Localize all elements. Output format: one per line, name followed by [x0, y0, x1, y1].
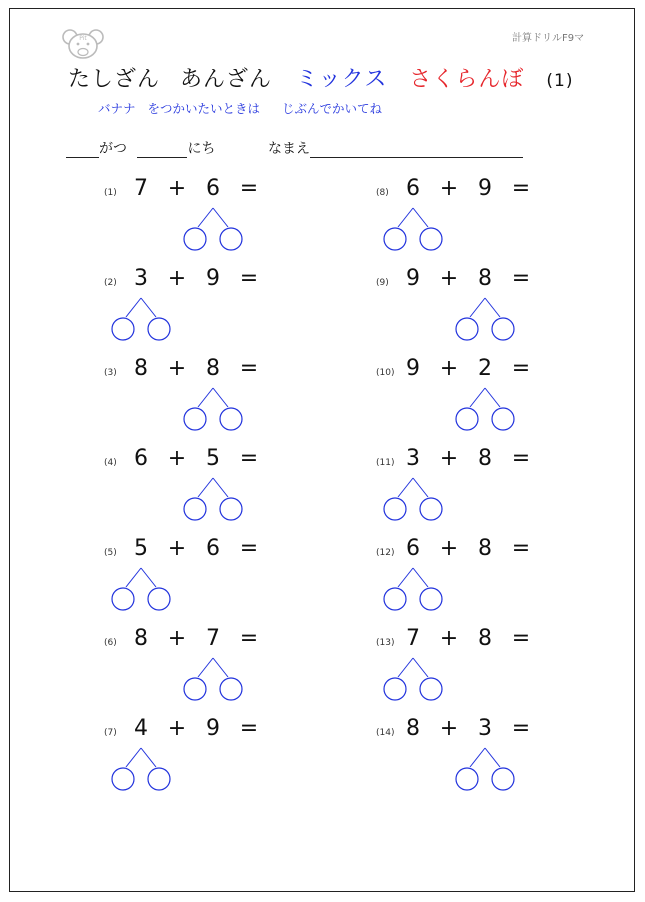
equals-sign: =: [511, 356, 531, 381]
plus-sign: +: [167, 536, 187, 561]
answer-circle-right[interactable]: [220, 408, 242, 430]
first-addend: 7: [134, 176, 148, 201]
first-addend: 6: [134, 446, 148, 471]
cherry-split-diagram: [104, 272, 284, 352]
equals-sign: =: [239, 446, 259, 471]
split-line-right: [485, 388, 500, 407]
problem-number: (9): [376, 278, 389, 288]
plus-sign: +: [167, 626, 187, 651]
split-line-right: [485, 748, 500, 767]
title-number: (1): [546, 71, 574, 91]
cherry-split-diagram: [104, 542, 284, 622]
second-addend: 7: [206, 626, 220, 651]
second-addend: 8: [478, 626, 492, 651]
first-addend: 8: [134, 626, 148, 651]
first-addend: 3: [406, 446, 420, 471]
problem-1: [104, 176, 284, 262]
problem-number: (10): [376, 368, 395, 378]
answer-circle-left[interactable]: [112, 318, 134, 340]
second-addend: 8: [478, 446, 492, 471]
split-line-left: [470, 298, 485, 317]
cherry-split-diagram: [104, 182, 284, 262]
equals-sign: =: [239, 356, 259, 381]
problem-3: [104, 356, 284, 442]
plus-sign: +: [439, 716, 459, 741]
plus-sign: +: [439, 266, 459, 291]
answer-circle-left[interactable]: [384, 498, 406, 520]
title-anzan: あんざん: [180, 67, 273, 92]
cherry-split-diagram: [104, 362, 284, 442]
split-line-left: [470, 748, 485, 767]
answer-circle-left[interactable]: [112, 588, 134, 610]
page-title: [68, 62, 573, 93]
equals-sign: =: [239, 536, 259, 561]
split-line-right: [141, 748, 156, 767]
answer-circle-left[interactable]: [384, 228, 406, 250]
problem-number: (14): [376, 728, 395, 738]
equals-sign: =: [239, 716, 259, 741]
second-addend: 9: [478, 176, 492, 201]
problem-6: [104, 626, 284, 712]
problem-number: (4): [104, 458, 117, 468]
drill-code: 計算ドリルF9マ: [512, 33, 585, 44]
answer-circle-left[interactable]: [456, 408, 478, 430]
split-line-left: [398, 478, 413, 497]
problem-4: [104, 446, 284, 532]
name-row: [268, 138, 523, 158]
plus-sign: +: [167, 716, 187, 741]
answer-circle-right[interactable]: [420, 678, 442, 700]
answer-circle-right[interactable]: [148, 588, 170, 610]
equals-sign: =: [511, 266, 531, 291]
cherry-split-diagram: [376, 182, 556, 262]
answer-circle-right[interactable]: [220, 498, 242, 520]
problem-11: [376, 446, 556, 532]
second-addend: 8: [206, 356, 220, 381]
first-addend: 9: [406, 356, 420, 381]
second-addend: 9: [206, 716, 220, 741]
split-line-right: [141, 298, 156, 317]
problem-number: (8): [376, 188, 389, 198]
equals-sign: =: [239, 626, 259, 651]
answer-circle-left[interactable]: [184, 408, 206, 430]
problem-8: [376, 176, 556, 262]
second-addend: 3: [478, 716, 492, 741]
split-line-right: [485, 298, 500, 317]
second-addend: 8: [478, 266, 492, 291]
problem-number: (11): [376, 458, 395, 468]
split-line-left: [126, 298, 141, 317]
first-addend: 8: [134, 356, 148, 381]
split-line-right: [141, 568, 156, 587]
split-line-left: [398, 568, 413, 587]
problem-number: (5): [104, 548, 117, 558]
date-row: [66, 138, 215, 158]
instruction-part3: じぶんでかいてね: [282, 101, 383, 116]
equals-sign: =: [511, 536, 531, 561]
instruction-part2: をつかいたいときは: [147, 101, 261, 116]
problem-12: [376, 536, 556, 622]
problem-number: (3): [104, 368, 117, 378]
answer-circle-right[interactable]: [420, 588, 442, 610]
split-line-left: [126, 568, 141, 587]
title-mix: ミックス: [296, 67, 388, 92]
second-addend: 2: [478, 356, 492, 381]
split-line-left: [198, 658, 213, 677]
first-addend: 8: [406, 716, 420, 741]
problem-number: (12): [376, 548, 395, 558]
cherry-split-diagram: [376, 272, 556, 352]
instruction-text: [98, 99, 382, 117]
cherry-split-diagram: [376, 542, 556, 622]
split-line-left: [198, 388, 213, 407]
answer-circle-right[interactable]: [492, 768, 514, 790]
answer-circle-left[interactable]: [456, 768, 478, 790]
month-blank[interactable]: [66, 143, 99, 158]
instruction-banana: バナナ: [98, 101, 136, 116]
plus-sign: +: [167, 446, 187, 471]
month-label: がつ: [99, 141, 127, 157]
split-line-right: [213, 388, 228, 407]
cherry-split-diagram: [376, 362, 556, 442]
problem-number: (2): [104, 278, 117, 288]
equals-sign: =: [511, 626, 531, 651]
answer-circle-right[interactable]: [220, 678, 242, 700]
answer-circle-left[interactable]: [112, 768, 134, 790]
cherry-split-diagram: [104, 722, 284, 802]
second-addend: 8: [478, 536, 492, 561]
problem-13: [376, 626, 556, 712]
first-addend: 9: [406, 266, 420, 291]
answer-circle-right[interactable]: [420, 498, 442, 520]
plus-sign: +: [167, 176, 187, 201]
first-addend: 4: [134, 716, 148, 741]
split-line-left: [126, 748, 141, 767]
name-blank[interactable]: [310, 143, 523, 158]
equals-sign: =: [511, 716, 531, 741]
plus-sign: +: [439, 446, 459, 471]
first-addend: 5: [134, 536, 148, 561]
problem-10: [376, 356, 556, 442]
cherry-split-diagram: [376, 452, 556, 532]
answer-circle-left[interactable]: [184, 678, 206, 700]
problem-5: [104, 536, 284, 622]
split-line-right: [213, 658, 228, 677]
plus-sign: +: [439, 536, 459, 561]
answer-circle-right[interactable]: [492, 318, 514, 340]
split-line-left: [398, 208, 413, 227]
problem-number: (1): [104, 188, 117, 198]
answer-circle-left[interactable]: [184, 228, 206, 250]
cherry-split-diagram: [104, 632, 284, 712]
equals-sign: =: [511, 446, 531, 471]
answer-circle-right[interactable]: [220, 228, 242, 250]
split-line-left: [198, 478, 213, 497]
problem-2: [104, 266, 284, 352]
answer-circle-left[interactable]: [384, 588, 406, 610]
split-line-right: [413, 568, 428, 587]
equals-sign: =: [239, 266, 259, 291]
day-blank[interactable]: [137, 143, 187, 158]
problem-number: (7): [104, 728, 117, 738]
cherry-split-diagram: [376, 722, 556, 802]
split-line-left: [398, 658, 413, 677]
plus-sign: +: [439, 176, 459, 201]
first-addend: 6: [406, 536, 420, 561]
split-line-right: [413, 478, 428, 497]
logo-text: Pit: [79, 35, 87, 42]
cherry-split-diagram: [376, 632, 556, 712]
problem-number: (13): [376, 638, 395, 648]
second-addend: 6: [206, 536, 220, 561]
answer-circle-right[interactable]: [148, 768, 170, 790]
split-line-right: [413, 658, 428, 677]
answer-circle-right[interactable]: [148, 318, 170, 340]
answer-circle-right[interactable]: [420, 228, 442, 250]
split-line-right: [213, 208, 228, 227]
problem-7: [104, 716, 284, 802]
plus-sign: +: [439, 626, 459, 651]
problem-number: (6): [104, 638, 117, 648]
name-label: なまえ: [268, 141, 310, 157]
answer-circle-left[interactable]: [184, 498, 206, 520]
plus-sign: +: [439, 356, 459, 381]
second-addend: 5: [206, 446, 220, 471]
second-addend: 9: [206, 266, 220, 291]
title-cherry: さくらんぼ: [409, 67, 525, 92]
plus-sign: +: [167, 266, 187, 291]
cherry-split-diagram: [104, 452, 284, 532]
day-label: にち: [187, 141, 216, 157]
first-addend: 3: [134, 266, 148, 291]
answer-circle-left[interactable]: [384, 678, 406, 700]
problem-9: [376, 266, 556, 352]
split-line-right: [413, 208, 428, 227]
second-addend: 6: [206, 176, 220, 201]
bear-logo-icon: [61, 27, 105, 61]
answer-circle-left[interactable]: [456, 318, 478, 340]
first-addend: 6: [406, 176, 420, 201]
split-line-left: [470, 388, 485, 407]
plus-sign: +: [167, 356, 187, 381]
equals-sign: =: [511, 176, 531, 201]
title-tashizan: たしざん: [68, 67, 161, 92]
equals-sign: =: [239, 176, 259, 201]
split-line-left: [198, 208, 213, 227]
first-addend: 7: [406, 626, 420, 651]
answer-circle-right[interactable]: [492, 408, 514, 430]
problem-14: [376, 716, 556, 802]
split-line-right: [213, 478, 228, 497]
